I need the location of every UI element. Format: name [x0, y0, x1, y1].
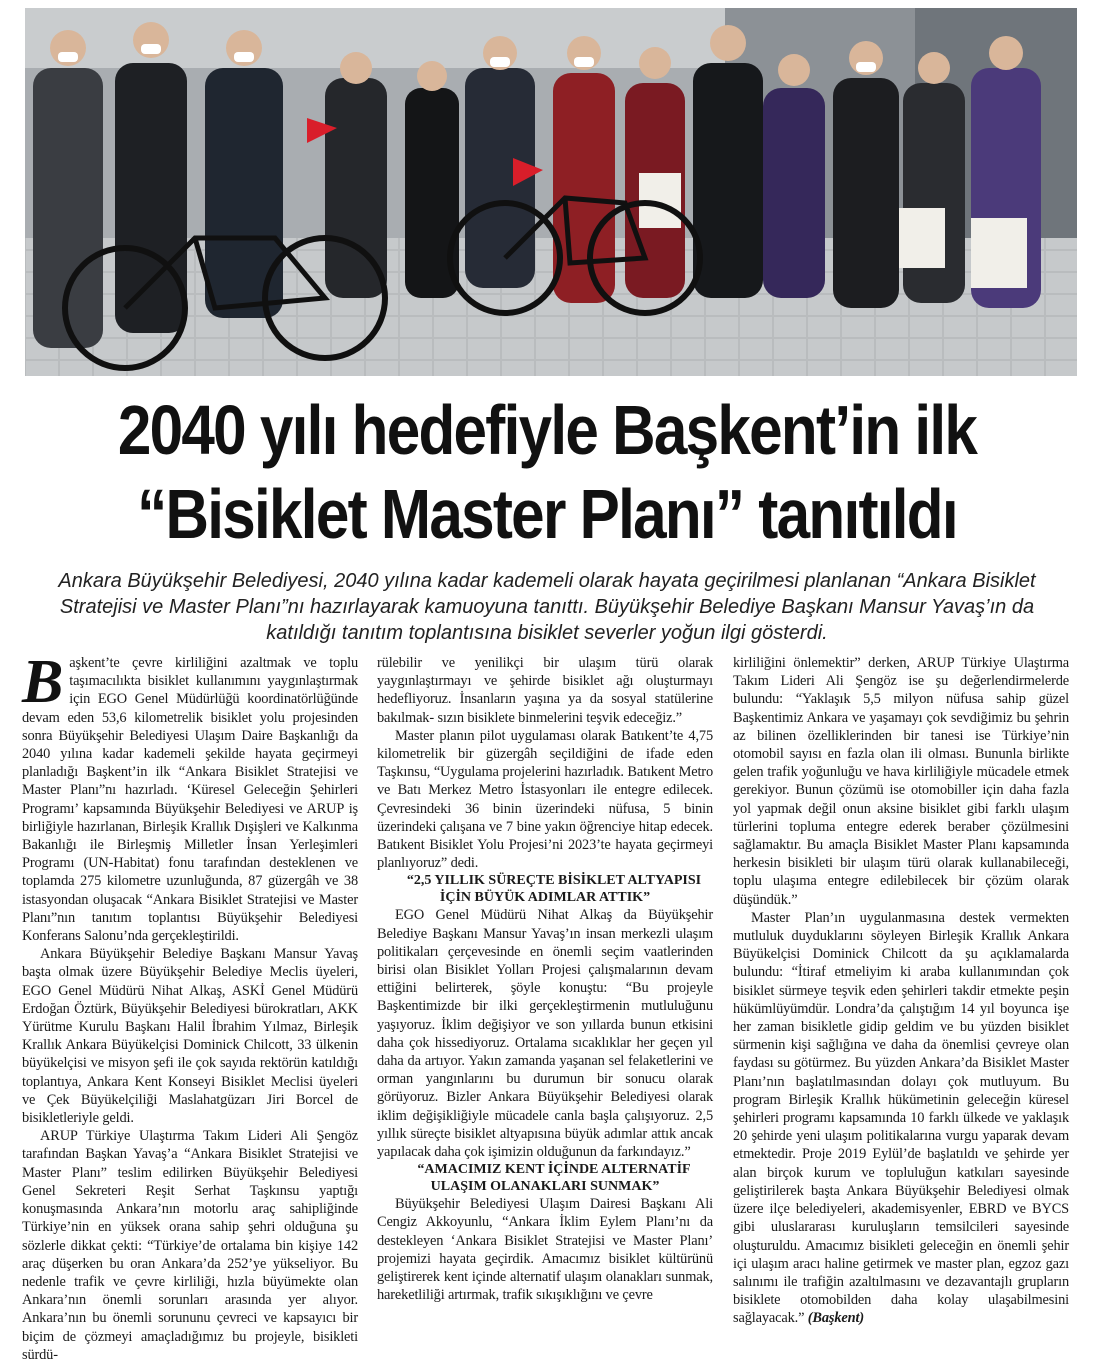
article-paragraph: Ankara Büyükşehir Belediye Başkanı Mansur Yavaş başta olmak üzere Büyükşehir Belediye Meclis üyeleri, EGO Genel Müdürü Nihat Alkaş, ASKİ Genel Müdürü Erdoğan Öztürk, Büyükşehir Belediyesi bürokratları, AKK Yürütme Kurulu Başkanı Halil İbrahim Yılmaz, Birleşik Krallık Ankara Büyükelçisi Dominick Chilcott, 33 ülkenin büyükelçisi ve misyon şefi ile çok sayıda rektörün katıldığı toplantıya, Ankara Kent Konseyi Bisiklet Meclisi üyeleri ve Çek Büyükelçiliği Maslahatgüzarı Jiri Borcel de bisikletleriyle geldi.: [22, 946, 358, 1127]
headline: [10, 388, 1084, 556]
article-paragraph: kirliliğini önlemektir” derken, ARUP Türkiye Ulaştırma Takım Lideri Ali Şengöz ise şu değerlendirmelerde bulundu: “Yaklaşık 5,5 milyon nüfusa sahip güzel Başkentimiz Ankara ve yaşamayı çok sevdiğimiz bu şehrin az bilinen özelliklerinden bir tanesi ise Türkiye’nin otomobil sayısı en fazla olan ili olması. Bununla birlikte gelen trafik yoğunluğu ve hava kirliliğiyle mücadele etmek gerekiyor. Bunun çözümü ise otomobiller için daha fazla yol yapmak değil onun aksine bisiklet gibi farklı ulaşım türlerini topluma entegre ederek beraber çözülmesini sağlamaktır. Bu amaçla Bisiklet Master Planı kapsamında herkesin bisikleti bir ulaşım türü olarak kullanabileceği, toplu ulaşıma entegre edilebilecek bir çözüm olarak düşündük.”: [733, 655, 1069, 908]
headline-line-1: 2040 yılı hedefiyle Başkent’in ilk: [117, 391, 977, 469]
news-photo: [25, 8, 1077, 376]
photo-illustration: [25, 8, 1077, 376]
article-paragraph: [733, 909, 1069, 1328]
article-column-1: [22, 648, 358, 1363]
lead-paragraph: Ankara Büyükşehir Belediyesi, 2040 yılına kadar kademeli olarak hayata geçirilmesi planlanan “Ankara Bisiklet Stratejisi ve Master Planı”nı hazırlayarak kamuoyuna tanıttı. Büyükşehir Belediye Başkanı Mansur Yavaş’ın da katıldığı tanıtım toplantısına bisiklet severler yoğun ilgi gösterdi.: [58, 570, 1036, 644]
article-paragraph: rülebilir ve yenilikçi bir ulaşım türü olarak yaygınlaştırmayı ve şehirde bisiklet ağı oluşturmayı hedefliyoruz. İnsanların yaşına ya da sosyal statülerine bakılmak- sızın bisiklete binmelerini teşvik edeceğiz.”: [377, 655, 713, 726]
article-paragraph: Büyükşehir Belediyesi Ulaşım Dairesi Başkanı Ali Cengiz Akkoyunlu, “Ankara İklim Eylem Planı’nı da destekleyen ‘Ankara Bisiklet Stratejisi ve Master Planı’ projemizi hayata geçirdik. Amacımız bisiklet kültürünü geliştirerek kent içinde alternatif ulaşım olanakları sunmak, hareketliliği artırmak, trafik sıkışıklığını ve çevre: [377, 1196, 713, 1304]
source-signoff: (Başkent): [807, 1310, 864, 1327]
article-paragraph-text: Master Plan’ın uygulanmasına destek vermekten mutluluk duyduklarını söyleyen Birleşik Krallık Ankara Büyükelçisi Dominick Chilcott da şu açıklamalarda bulundu: “İtiraf etmeliyim ki araba kullanımından çok bisiklet sürmeye teşvik eden şehirleri takdir etmekte peşin hükümlüyümdür. Londra’da çalıştığım 14 yıl boyunca işe her zaman bisikletle gidip geldim ve bu yüzden bisiklet sürmenin kişi sağlığına ve daha da önemlisi çevreye olan faydası su götürmez. Bu yüzden Ankara’da Bisiklet Master Planı’nın başlatılmasından dolayı çok mutluyum. Bu program Birleşik Krallık hükümetinin geleceğin küresel şehirleri programı kapsamında 10 farklı ülkede ve yaklaşık 20 şehirde yeni ulaşım politikalarına vurgu yaparak devam etmektedir. Proje 2019 Eylül’de başlatıldı ve şehirde yer alan birçok kurum ve topluluğun katkıları sayesinde geliştirilerek başta Ankara Büyükşehir Belediyesi olmak üzere ilçe belediyeleri, akademisyenler, EBRD ve BYCS gibi uluslararası kuruluşların temsilcileri sayesinde oluşturuldu. Amacımız bisikleti geleceğin en önemli şehir içi ulaşım aracı haline getirmek ve master plan, egzoz gazı salınımı ile trafiğin azaltılmasını ve dezavantajlı grupların bisiklete otomobilden daha kolay ulaşabilmesini sağlayacak.”: [733, 909, 1069, 1327]
article-paragraph: EGO Genel Müdürü Nihat Alkaş da Büyükşehir Belediye Başkanı Mansur Yavaş’ın insan merkezli ulaşım politikaları çerçevesinde en önemli seçim vaatlerinden birisi olan Bisiklet Yolları Projesi çalışmalarının devam ettiğini belirterek, şöyle konuştu: “Bu projeyle Başkentimizde bir ilki gerçekleştirmenin mutluluğunu yaşıyoruz. İklim değişiyor ve son yıllarda bunun etkisini daha çok hissediyoruz. Ortalama sıcaklıklar her geçen yıl daha da artıyor. Yakın zamanda yaşanan sel felaketlerini ve orman yangınlarını bu durumun bir sonucu olarak görüyoruz. Bizler Ankara Büyükşehir Belediyesi olarak iklim değişikliğiyle mücadele canla başla çalışıyoruz. 2,5 yıllık süreçte bisiklet altyapısına büyük adımlar attık ancak yapılacak daha çok işimizin olduğunun da farkındayız.”: [377, 907, 713, 1161]
article-column-3: [733, 654, 1069, 1327]
subheading-1: “2,5 YILLIK SÜREÇTE BİSİKLET ALTYAPISI İÇİN BÜYÜK ADIMLAR ATTIK”: [406, 873, 702, 906]
drop-cap: B: [22, 648, 64, 716]
article-paragraph: [22, 648, 358, 945]
article-paragraph: ARUP Türkiye Ulaştırma Takım Lideri Ali Şengöz tarafından Başkan Yavaş’a “Ankara Bisiklet Stratejisi ve Master Planı” teslim edilirken Büyükşehir Belediyesi Genel Sekreteri Reşit Serhat Taşkınsu yaptığı konuşmasında Ankara’nın motorlu araç sahipliğinde Türkiye’nin en yüksek orana sahip şehri olduğuna şu sözlerle dikkat çekti: “Türkiye’de ortalama bin kişiye 142 araç düşerken bu oran Ankara’da 252’ye yükseliyor. Bu nedenle trafik ve çevre kirliliği, hızla büyümekte olan Ankara’nın önemli sorunları arasında yer alıyor. Ankara’nın bu önemli sorununu çevreci ve kapsayıcı bir biçim de çözmeyi amaçladığımız bu projeyle, bisikleti sürdü-: [22, 1128, 358, 1363]
article-paragraph: Master planın pilot uygulaması olarak Batıkent’te 4,75 kilometrelik bir güzergâh seçildiğini de ifade eden Taşkınsu, “Uygulama projelerini hazırladık. Batıkent Metro ve Batı Merkez Metro İstasyonları ile entegre edilecek. Çevresindeki 36 binin üzerindeki nüfusa, 5 binin üzerindeki çalışana ve 7 bine yakın öğrenciye hitap edecek. Batıkent Bisiklet Yolu Projesi’ni 2023’te hayata geçirmeyi planlıyoruz” dedi.: [377, 727, 713, 872]
subheading-2: “AMACIMIZ KENT İÇİNDE ALTERNATİF ULAŞIM OLANAKLARI SUNMAK”: [417, 1162, 691, 1195]
article-column-2: [377, 654, 713, 1304]
article-paragraph-text: aşkent’te çevre kirliliğini azaltmak ve toplu taşımacılıkta bisiklet kullanımını yaygınlaştırmak için EGO Genel Müdürlüğü koordinatörlüğünde devam eden 53,6 kilometrelik bisiklet yolu projesinden sonra Büyükşehir Belediyesi Ulaşım Daire Başkanlığı da 2040 yılına kadar kademeli şekilde hayata geçirmeyi planladığı Başkent’in ilk “Ankara Bisiklet Stratejisi ve Master Planı”nı hazırladı. ‘Küresel Geleceğin Şehirleri Programı’ kapsamında Büyükşehir Belediyesi ve ARUP iş birliğiyle hazırlanan, Birleşik Krallık Dışişleri ve Kalkınma Bakanlığı ile Birleşmiş Milletler İnsan Yerleşimleri Programı (UN-Habitat) fonu tarafından desteklenen ve toplamda 275 kilometre uzunluğunda, 87 güzergâh ve 38 istasyondan oluşacak “Ankara Bisiklet Stratejisi ve Master Planı”nın tanıtım toplantısı Büyükşehir Belediyesi Konferans Salonu’nda gerçekleştirildi.: [22, 655, 358, 945]
headline-line-2: “Bisiklet Master Planı” tanıtıldı: [137, 475, 957, 553]
